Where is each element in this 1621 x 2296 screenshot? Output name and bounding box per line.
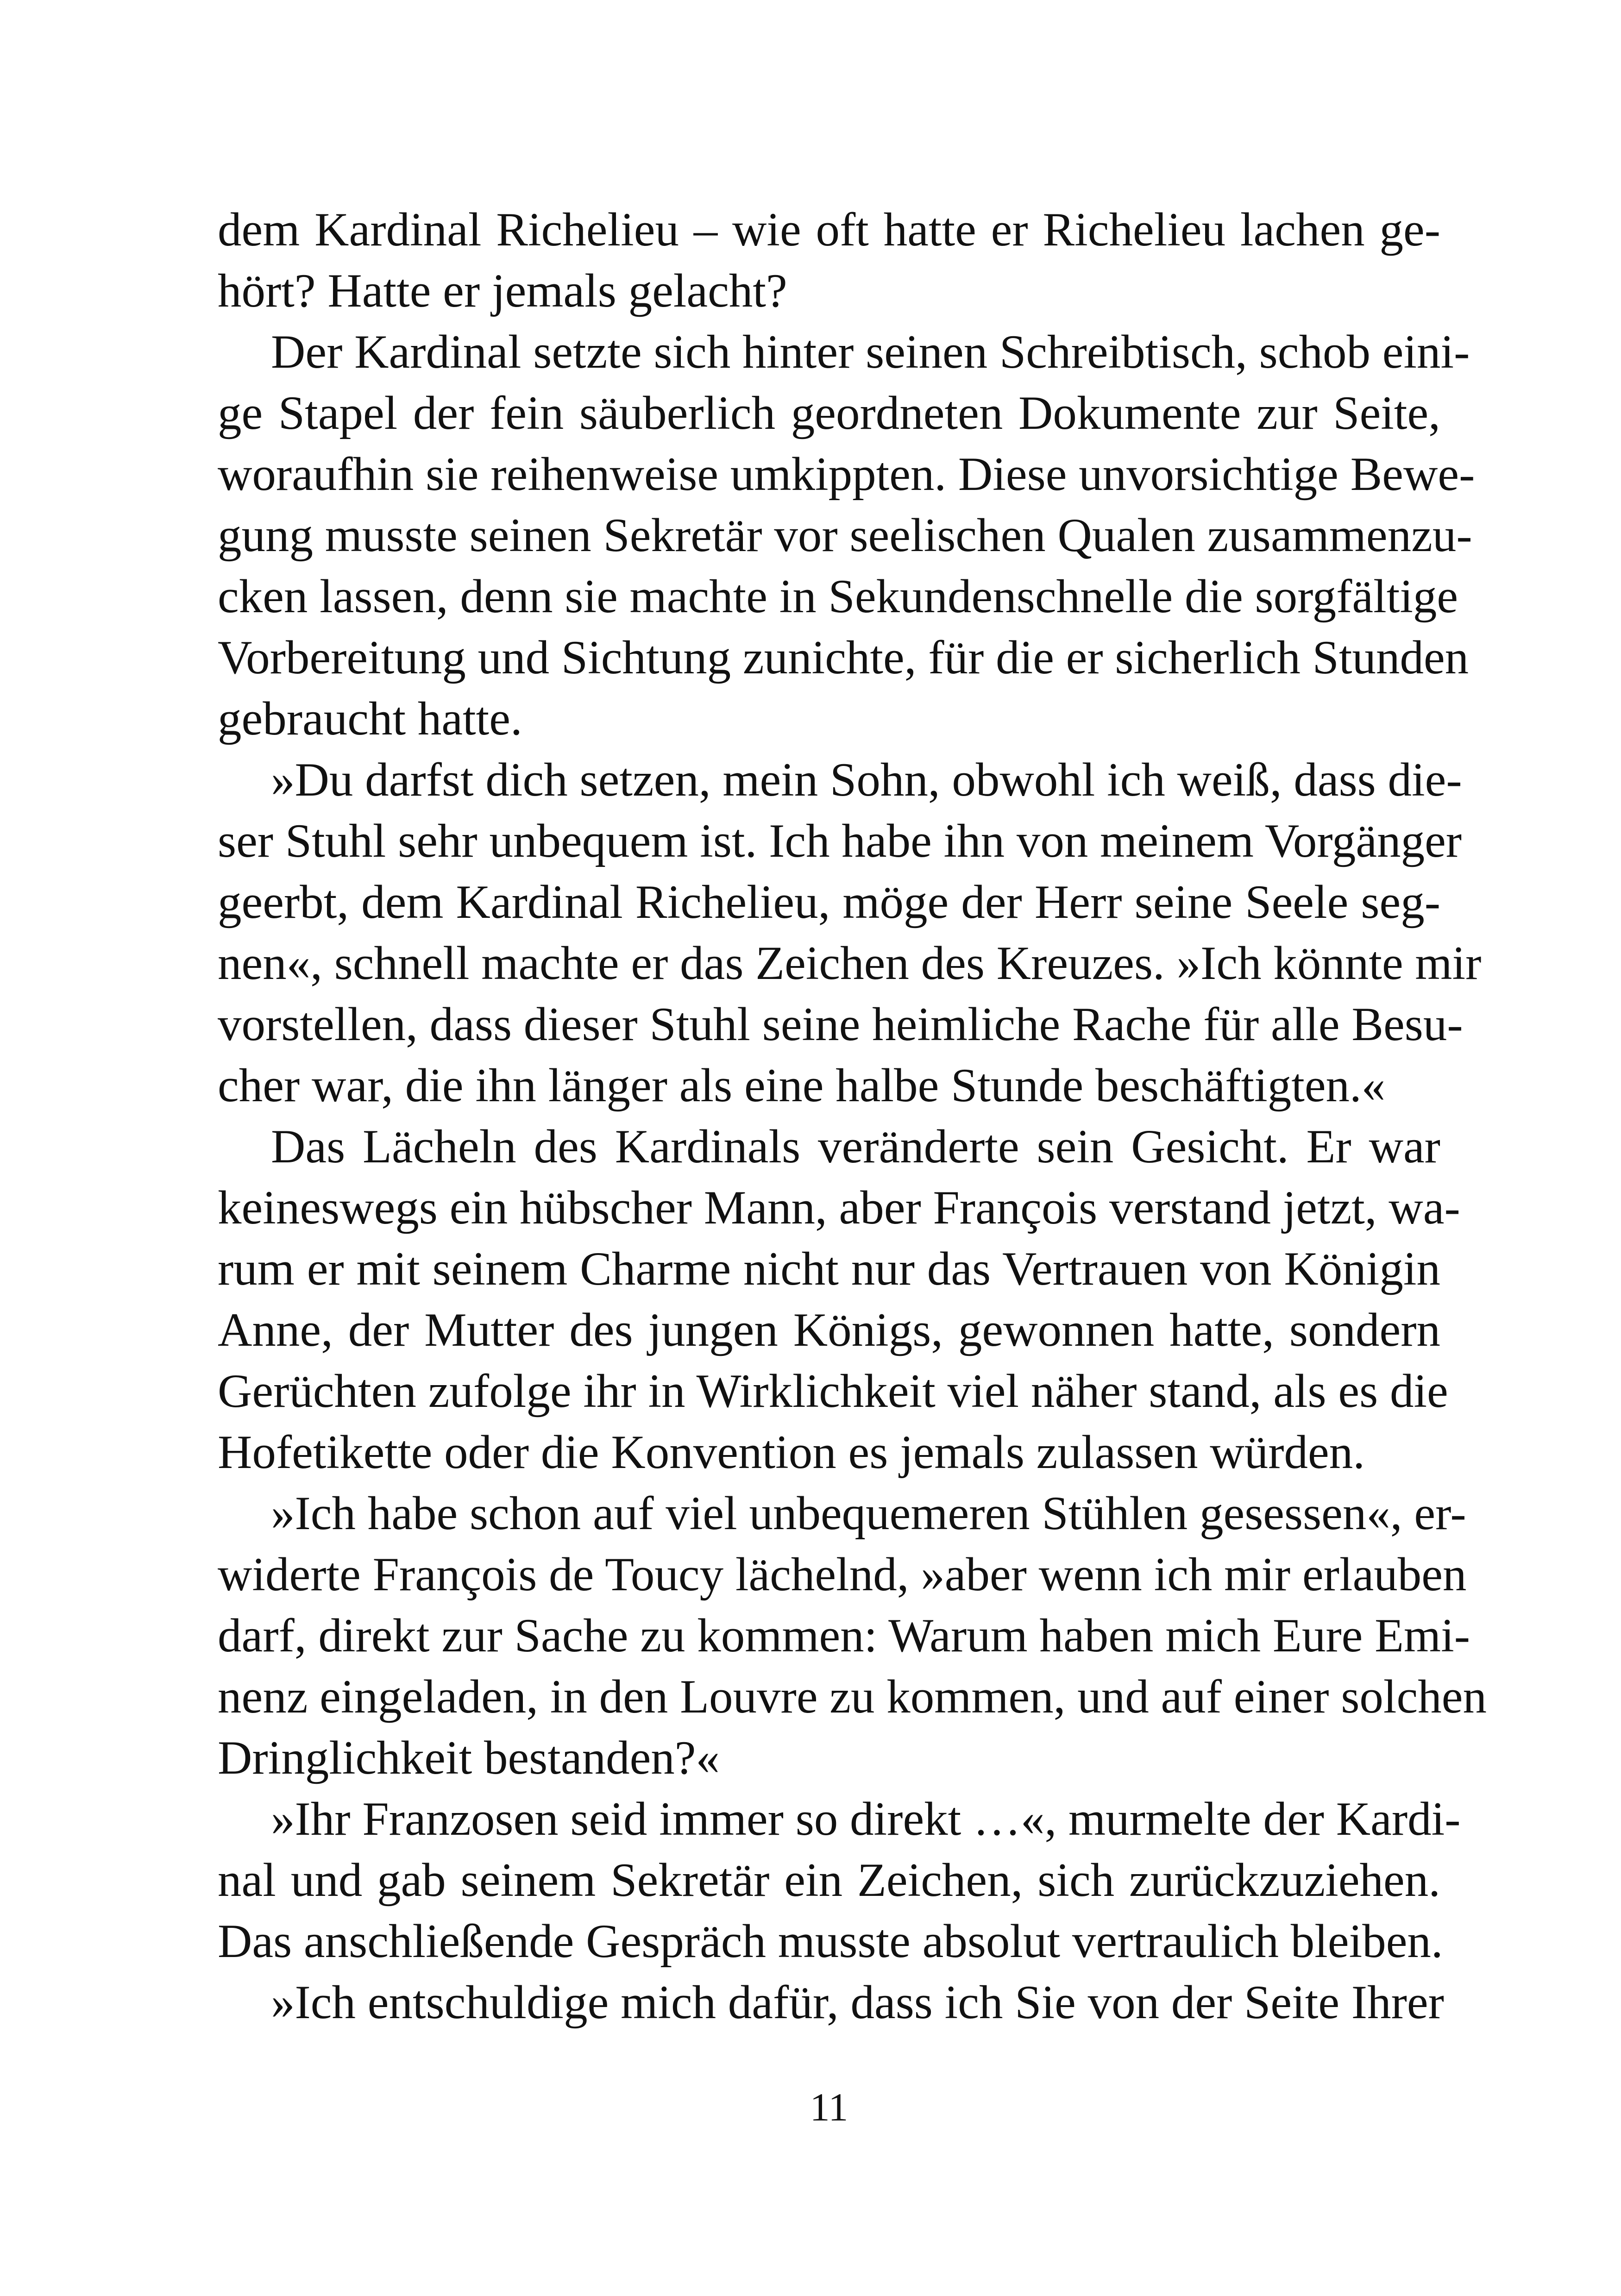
text-line: darf, direkt zur Sache zu kommen: Warum haben mich Eure Emi- [218, 1609, 1470, 1662]
text-line: nenz eingeladen, in den Louvre zu kommen, und auf einer solchen [218, 1670, 1487, 1723]
text-line: Anne, der Mutter des jungen Königs, gewonnen hatte, sondern [218, 1304, 1440, 1356]
text-line: dem Kardinal Richelieu – wie oft hatte er Richelieu lachen ge- [218, 203, 1440, 256]
text-line: »Ihr Franzosen seid immer so direkt …«, murmelte der Kardi- [271, 1793, 1461, 1845]
text-line: cher war, die ihn länger als eine halbe Stunde beschäftigten.« [218, 1059, 1386, 1112]
text-line: vorstellen, dass dieser Stuhl seine heimliche Rache für alle Besu- [218, 998, 1463, 1051]
text-line: geerbt, dem Kardinal Richelieu, möge der Herr seine Seele seg- [218, 876, 1440, 928]
text-line: Das anschließende Gespräch musste absolut vertraulich bleiben. [218, 1915, 1443, 1968]
text-line: ge Stapel der fein säuberlich geordneten Dokumente zur Seite, [218, 387, 1440, 439]
text-line: ser Stuhl sehr unbequem ist. Ich habe ihn von meinem Vorgänger [218, 815, 1462, 867]
text-line: »Ich entschuldige mich dafür, dass ich Sie von der Seite Ihrer [271, 1976, 1444, 2029]
text-line: hört? Hatte er jemals gelacht? [218, 264, 787, 317]
text-line: woraufhin sie reihenweise umkippten. Diese unvorsichtige Bewe- [218, 448, 1475, 501]
text-line: »Ich habe schon auf viel unbequemeren Stühlen gesessen«, er- [271, 1487, 1466, 1540]
text-line: Gerüchten zufolge ihr in Wirklichkeit viel näher stand, als es die [218, 1365, 1448, 1418]
text-line: nen«, schnell machte er das Zeichen des Kreuzes. »Ich könnte mir [218, 937, 1482, 990]
text-line: gebraucht hatte. [218, 692, 522, 745]
text-line: Das Lächeln des Kardinals veränderte sein Gesicht. Er war [271, 1120, 1440, 1173]
text-line: Der Kardinal setzte sich hinter seinen Schreibtisch, schob eini- [271, 326, 1470, 378]
page-number: 11 [810, 2085, 848, 2129]
text-line: widerte François de Toucy lächelnd, »aber wenn ich mir erlauben [218, 1548, 1467, 1601]
text-line: Hofetikette oder die Konvention es jemals zulassen würden. [218, 1426, 1365, 1479]
text-line: Vorbereitung und Sichtung zunichte, für die er sicherlich Stunden [218, 631, 1469, 684]
text-line: cken lassen, denn sie machte in Sekundenschnelle die sorgfältige [218, 570, 1458, 623]
text-line: nal und gab seinem Sekretär ein Zeichen, sich zurückzuziehen. [218, 1854, 1440, 1907]
text-line: Dringlichkeit bestanden?« [218, 1731, 720, 1784]
text-line: »Du darfst dich setzen, mein Sohn, obwohl ich weiß, dass die- [271, 753, 1462, 806]
text-line: gung musste seinen Sekretär vor seelischen Qualen zusammenzu- [218, 509, 1472, 562]
body-text [218, 199, 1487, 2033]
text-line: keineswegs ein hübscher Mann, aber François verstand jetzt, wa- [218, 1181, 1460, 1234]
text-line: rum er mit seinem Charme nicht nur das Vertrauen von Königin [218, 1242, 1440, 1295]
